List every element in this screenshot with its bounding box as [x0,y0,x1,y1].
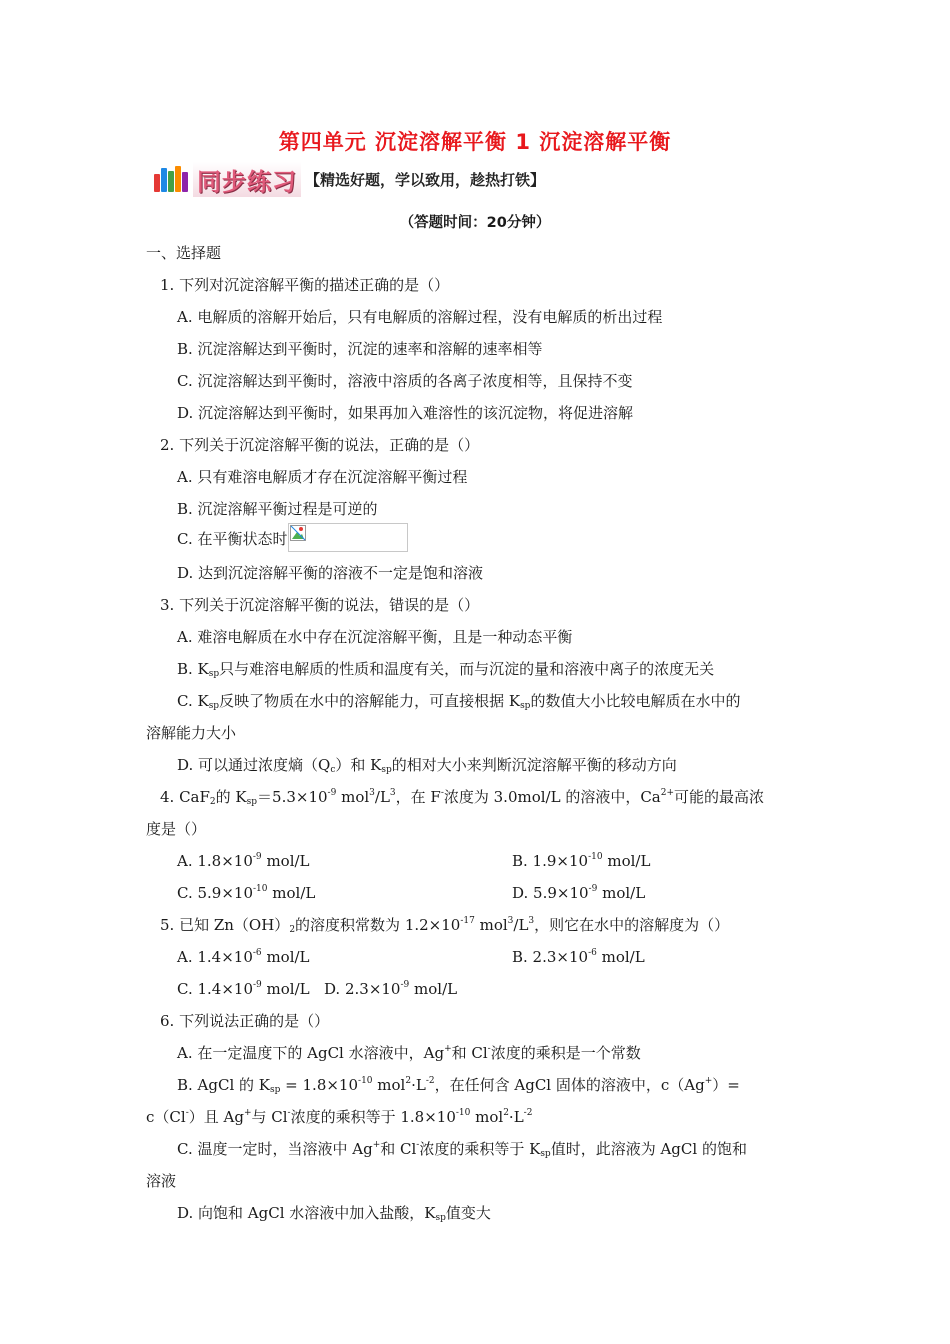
question-1-option-a: A. 电解质的溶解开始后，只有电解质的溶解过程，没有电解质的析出过程 [177,308,663,326]
page-title: 第四单元 沉淀溶解平衡 1 沉淀溶解平衡 [278,130,672,154]
question-6-stem: 6. 下列说法正确的是（） [160,1012,330,1030]
question-4-option-c: C. $5.9\times 10^{-10}$ mol/L [177,884,316,902]
question-1-option-d: D. 沉淀溶解达到平衡时，如果再加入难溶性的该沉淀物，将促进溶解 [177,404,634,422]
question-1-option-b: B. 沉淀溶解达到平衡时，沉淀的速率和溶解的速率相等 [177,340,543,358]
question-3-option-c-continued: 溶解能力大小 [146,724,237,742]
question-6-option-b-continued: c（Cl-）且 Ag+与 Cl-浓度的乘积等于 $1.8\times 10^{-10}$ $mol^2\cdot L^{-2}$ [146,1108,533,1126]
question-2-stem: 2. 下列关于沉淀溶解平衡的说法，正确的是（） [160,436,480,454]
question-2-option-d: D. 达到沉淀溶解平衡的溶液不一定是饱和溶液 [177,564,484,582]
question-3-option-c: C. $K_{sp}$反映了物质在水中的溶解能力，可直接根据 $K_{sp}$的数值大小比较电解质在水中的 [177,692,741,711]
question-5-stem: 5. 已知 $Zn(OH)_2$的溶度积常数为 $1.2\times 10^{-17}$ $mol^3/L^3$，则它在水中的溶解度为（） [160,916,730,935]
question-2-option-c: C. 在平衡状态时 [177,523,408,552]
question-4-option-a: A. $1.8\times 10^{-9}$ mol/L [177,852,310,870]
question-6-option-b: B. AgCl 的 $K_{sp} = 1.8\times 10^{-10}$ $mol^2\cdot L^{-2}$，在任何含 AgCl 固体的溶液中，c（Ag+）= [177,1076,740,1095]
question-6-option-a: A. 在一定温度下的 AgCl 水溶液中，Ag+和 Cl-浓度的乘积是一个常数 [177,1044,641,1062]
question-3-option-d: D. 可以通过浓度熵$(Q_c)$和 $K_{sp}$的相对大小来判断沉淀溶解平衡的移动方向 [177,756,677,775]
banner-tagline: 【精选好题，学以致用，趁热打铁】 [305,170,546,189]
time-note: （答题时间：20分钟） [399,215,551,231]
broken-image-placeholder [288,523,408,552]
banner-label: 同步练习 [193,162,301,197]
practice-banner [154,164,545,194]
question-5-option-a: A. $1.4\times 10^{-6}$ mol/L [177,948,310,966]
books-icon [154,166,189,192]
question-4-option-d: D. $5.9\times 10^{-9}$ mol/L [512,884,646,902]
question-4-option-b: B. $1.9\times 10^{-10}$ mol/L [512,852,651,870]
broken-image-icon [290,525,306,541]
question-5-option-c-d: C. $1.4\times 10^{-9}$ mol/L D. $2.3\times 10^{-9}$ mol/L [177,980,458,998]
question-3-option-a: A. 难溶电解质在水中存在沉淀溶解平衡，且是一种动态平衡 [177,628,573,646]
question-1-stem: 1. 下列对沉淀溶解平衡的描述正确的是（） [160,276,450,294]
question-2-option-b: B. 沉淀溶解平衡过程是可逆的 [177,500,378,518]
question-6-option-c: C. 温度一定时，当溶液中 Ag+和 Cl-浓度的乘积等于 $K_{sp}$值时，此溶液为 AgCl 的饱和 [177,1140,747,1159]
question-2-option-a: A. 只有难溶电解质才存在沉淀溶解平衡过程 [177,468,468,486]
question-6-option-d: D. 向饱和 AgCl 水溶液中加入盐酸，$K_{sp}$值变大 [177,1204,491,1223]
question-3-option-b: B. $K_{sp}$只与难溶电解质的性质和温度有关，而与沉淀的量和溶液中离子的浓度无关 [177,660,715,679]
question-4-stem-continued: 度是（） [146,820,207,838]
question-3-stem: 3. 下列关于沉淀溶解平衡的说法，错误的是（） [160,596,480,614]
question-6-option-c-continued: 溶液 [146,1172,177,1190]
question-1-option-c: C. 沉淀溶解达到平衡时，溶液中溶质的各离子浓度相等，且保持不变 [177,372,633,390]
question-4-stem: 4. CaF$_2$的 $K_{sp}=5.3\times 10^{-9}$ $mol^3/L^3$，在 F-浓度为 3.0mol/L 的溶液中，$Ca^{2+}$可能的最高浓 [160,788,765,807]
question-5-option-b: B. $2.3\times 10^{-6}$ mol/L [512,948,645,966]
section-heading: 一、选择题 [146,244,222,262]
